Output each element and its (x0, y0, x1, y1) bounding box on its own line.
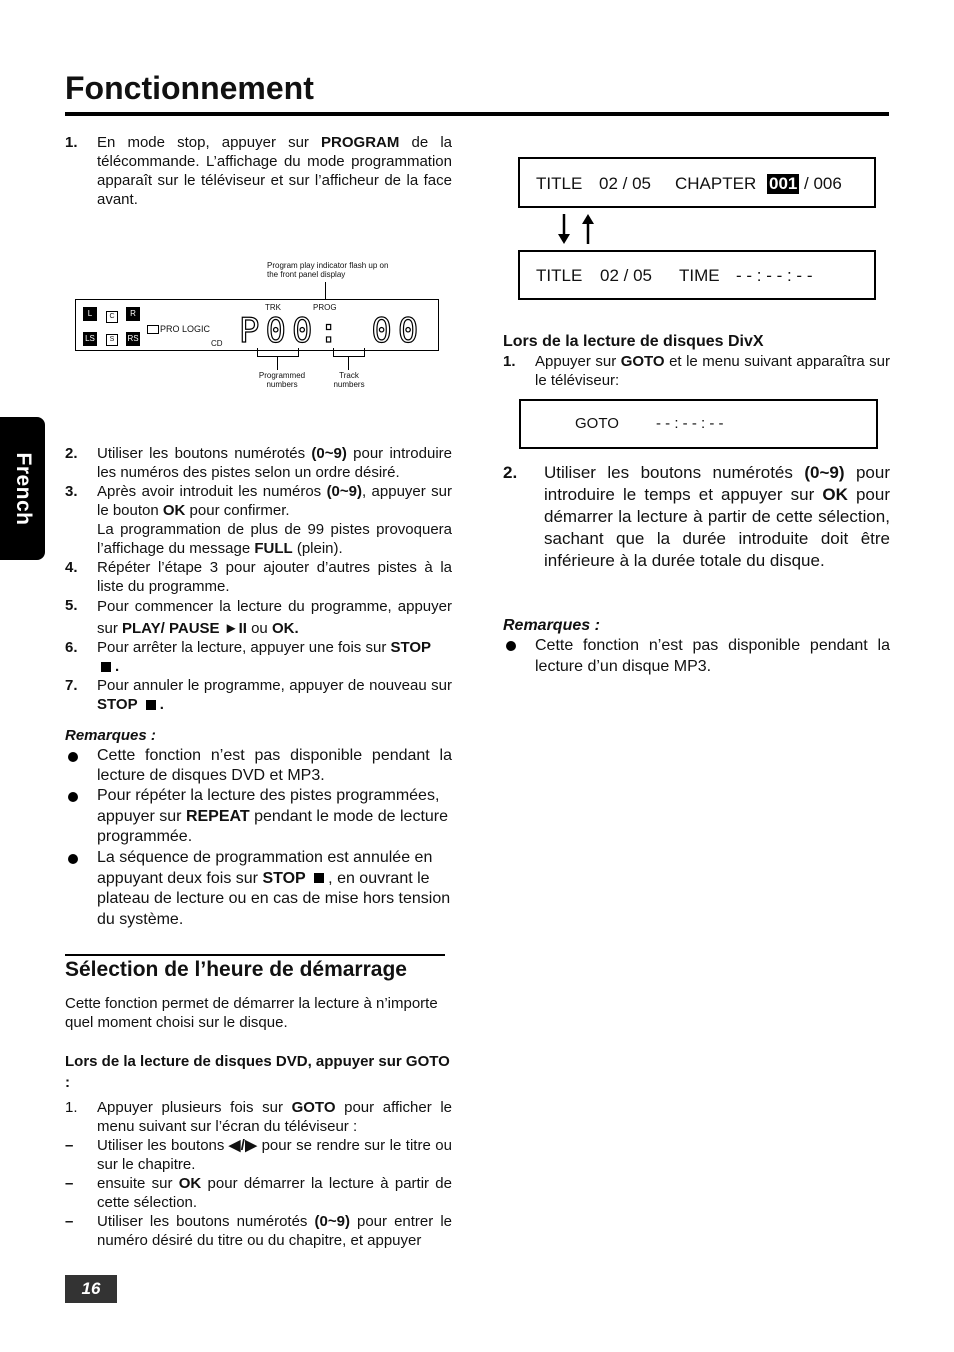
remark-right-1: Cette fonction n’est pas disponible pendant la lecture d’un disque MP3. (535, 637, 890, 675)
osd-title-label: TITLE (536, 266, 583, 285)
remark-left-3: La séquence de programmation est annulée en appuyant deux fois sur STOP , en ouvrant le plateau de lecture ou en cas de mise hors tension du système. (97, 849, 451, 928)
section-title: Sélection de l’heure de démarrage (65, 958, 407, 981)
stop-icon (314, 873, 324, 883)
channel-r: R (126, 307, 140, 321)
cd-label: CD (211, 339, 223, 348)
switch-arrows-icon (556, 212, 596, 246)
play-pause-icon: ►II (223, 620, 247, 637)
prog-label: PROG (313, 303, 337, 312)
bullet-icon (68, 854, 78, 864)
track-numbers-label: Track numbers (333, 371, 365, 389)
dolby-icon (147, 325, 159, 334)
bullet-icon (68, 752, 78, 762)
osd-time-label: TIME (679, 266, 720, 285)
track-line (348, 356, 349, 370)
osd-time-value: - - : - - : - - (736, 266, 813, 285)
channel-c: C (106, 311, 118, 323)
segment-display: P00: 00 (239, 311, 425, 351)
goto-label: GOTO (575, 415, 619, 432)
channel-ls: LS (83, 332, 97, 346)
pro-logic-label: PRO LOGIC (147, 324, 210, 334)
osd-title-value: 02 / 05 (600, 266, 652, 285)
osd-title-label: TITLE (536, 174, 583, 193)
programmed-bracket (257, 348, 299, 357)
stop-icon (101, 662, 111, 672)
osd-title-value: 02 / 05 (599, 174, 651, 193)
section-intro: Cette fonction permet de démarrer la lecture à n’importe quel moment choisi sur le disque. (65, 995, 438, 1031)
osd-time-box (518, 250, 876, 300)
channel-rs: RS (126, 332, 140, 346)
divx-heading: Lors de la lecture de disques DivX (503, 333, 764, 350)
programmed-numbers-label: Programmed numbers (258, 371, 306, 389)
osd-chapter-box (518, 157, 876, 208)
remarks-title-right: Remarques : (503, 617, 600, 634)
bullet-icon (506, 641, 516, 651)
bullet-icon (68, 792, 78, 802)
remarks-title-left: Remarques : (65, 727, 156, 744)
callout-line (325, 282, 326, 299)
dvd-heading: Lors de la lecture de disques DVD, appuyer sur GOTO : (65, 1053, 450, 1091)
page-number: 16 (65, 1275, 117, 1303)
osd-chapter-highlight: 001 (769, 174, 798, 193)
programmed-line (277, 356, 278, 370)
language-tab-label: French (11, 451, 35, 526)
trk-label: TRK (265, 303, 281, 312)
language-tab (0, 417, 45, 560)
goto-value: - - : - - : - - (656, 415, 724, 432)
remark-left-2: Pour répéter la lecture des pistes programmées, appuyer sur REPEAT pendant le mode de lecture programmée. (97, 787, 449, 845)
remark-left-1: Cette fonction n’est pas disponible pendant la lecture de disques DVD et MP3. (97, 747, 452, 784)
page-title: Fonctionnement (65, 70, 314, 106)
osd-chapter-total: / 006 (804, 174, 842, 193)
channel-l: L (83, 307, 97, 321)
goto-box (519, 399, 878, 449)
figure-callout: Program play indicator flash up on the front panel display (267, 261, 389, 279)
front-panel-figure (75, 255, 445, 395)
osd-chapter-label: CHAPTER (675, 174, 757, 193)
title-rule (65, 112, 889, 116)
section-rule (65, 954, 445, 956)
stop-icon (146, 700, 156, 710)
track-bracket (333, 348, 365, 357)
channel-s: S (106, 334, 118, 346)
